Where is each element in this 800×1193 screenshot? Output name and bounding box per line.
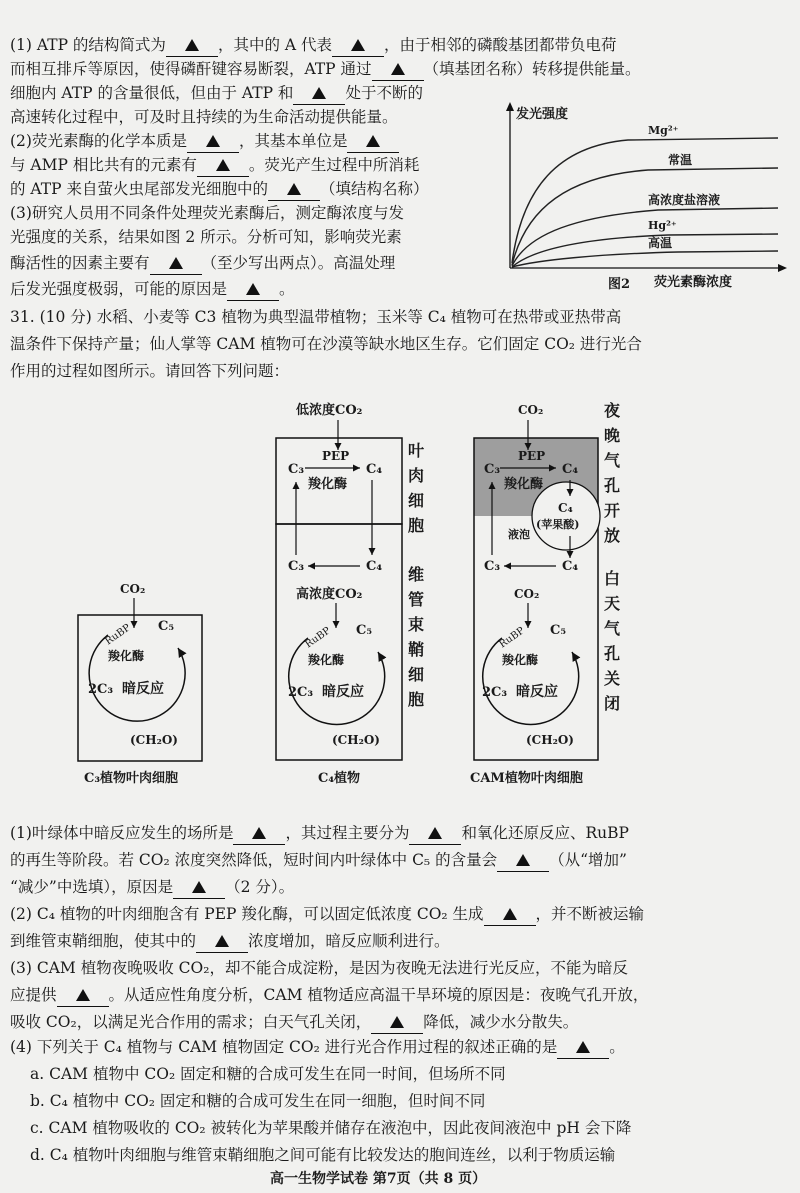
c3-rubp-label: RuBP: [103, 622, 133, 648]
cam-c4-mid: C₄: [562, 559, 579, 574]
q30-line-4: 高速转化过程中，可及时且持续的为生命活动提供能量。: [10, 108, 398, 126]
answer-blank[interactable]: [150, 252, 202, 275]
q30-line-10: 酶活性的因素主要有 （至少写出两点）。高温处理: [10, 252, 395, 275]
fig2-caption: 图2: [608, 277, 631, 292]
cam-rubp-enzyme: 羧化酶: [502, 653, 539, 667]
c4-high-co2: 高浓度CO₂: [296, 587, 363, 602]
cam-pep: PEP: [518, 449, 546, 463]
q30-line-7: 的 ATP 来自萤火虫尾部发光细胞中的 （填结构名称）: [10, 178, 428, 201]
fig2-curve-heat: [512, 251, 778, 267]
answer-blank[interactable]: [227, 278, 279, 301]
cam-2c3: 2C₃: [482, 685, 508, 700]
q30-line-6: 与 AMP 相比共有的元素有 。荧光产生过程中所消耗: [10, 154, 419, 177]
q30-line-9: 光强度的关系，结果如图 2 所示。分析可知，影响荧光素: [10, 228, 402, 246]
c4-rubp: RuBP: [303, 625, 333, 651]
cam-rubp: RuBP: [497, 625, 527, 651]
cam-c4-vac: C₄: [558, 501, 573, 515]
fig2-label-hg: Hg²⁺: [648, 219, 677, 232]
cam-co2-mid: CO₂: [514, 587, 540, 601]
fig2-label-salt: 高浓度盐溶液: [648, 193, 721, 207]
answer-blank[interactable]: [557, 1036, 609, 1059]
fig2-curve-salt: [512, 208, 778, 266]
c3-caption: C₃植物叶肉细胞: [84, 771, 179, 786]
c3-co2-label: CO₂: [120, 582, 146, 596]
q30-line-5: (2)荧光素酶的化学本质是 ，其基本单位是: [10, 130, 399, 153]
c4-caption: C₄植物: [318, 771, 361, 786]
vacuole-circle: [532, 482, 600, 550]
c4-c3-top: C₃: [288, 462, 305, 477]
c3-2c3-label: 2C₃: [88, 682, 114, 697]
option-a: a. CAM 植物中 CO₂ 固定和糖的合成可发生在同一时间，但场所不同: [30, 1065, 506, 1083]
cam-plant-diagram: [470, 403, 600, 786]
c4-low-co2: 低浓度CO₂: [296, 403, 363, 418]
q31-line-2: 温条件下保持产量；仙人掌等 CAM 植物可在沙漠等缺水地区生存。它们固定 CO₂ 进行光合: [10, 335, 642, 353]
q31-4-stem: (4) 下列关于 C₄ 植物与 CAM 植物固定 CO₂ 进行光合作用过程的叙述正确的是 。: [10, 1036, 625, 1059]
c4-pep: PEP: [322, 449, 350, 463]
c4-c4-top: C₄: [366, 462, 383, 477]
c4-2c3: 2C₃: [288, 685, 314, 700]
mesophyll-side-label: 叶 肉 细 胞: [408, 441, 425, 535]
q30-line-11: 后发光强度极弱，可能的原因是 。: [10, 278, 295, 301]
cam-c3-top: C₃: [484, 462, 501, 477]
answer-blank[interactable]: [347, 130, 399, 153]
answer-blank[interactable]: [371, 1011, 423, 1034]
sheath-side-label: 维 管 束 鞘 细 胞: [408, 565, 425, 709]
answer-blank[interactable]: [332, 34, 384, 57]
answer-blank[interactable]: [484, 903, 536, 926]
answer-blank[interactable]: [372, 58, 424, 81]
c4-c5-label: C₅: [356, 623, 373, 638]
q30-line-1: (1) ATP 的结构简式为 ，其中的 A 代表 ，由于相邻的磷酸基团都带负电荷: [10, 34, 617, 57]
cam-vacuole-label: 液泡: [508, 528, 530, 541]
q31-3-line-1: (3) CAM 植物夜晚吸收 CO₂，却不能合成淀粉，是因为夜晚无法进行光反应，不能为暗反: [10, 959, 628, 977]
option-b: b. C₄ 植物中 CO₂ 固定和糖的合成可发生在同一细胞，但时间不同: [30, 1092, 486, 1110]
answer-blank[interactable]: [166, 34, 218, 57]
c3-rubp-enzyme: 羧化酶: [108, 649, 145, 663]
q31-1-line-1: (1)叶绿体中暗反应发生的场所是 ，其过程主要分为 和氧化还原反应、RuBP: [10, 822, 629, 845]
day-side-label: 白 天 气 孔 关 闭: [604, 569, 621, 713]
c4-pep-enzyme: 羧化酶: [308, 477, 348, 492]
c3-c5-label: C₅: [158, 619, 175, 634]
answer-blank[interactable]: [173, 876, 225, 899]
fig2-curve-normal: [512, 168, 778, 265]
page-footer: 高一生物学试卷 第7页（共 8 页）: [270, 1171, 487, 1187]
q31-2-line-1: (2) C₄ 植物的叶肉细胞含有 PEP 羧化酶，可以固定低浓度 CO₂ 生成 ，并不断被运输: [10, 903, 644, 926]
fig2-ylabel: 发光强度: [516, 107, 569, 122]
answer-blank[interactable]: [196, 930, 248, 953]
q31-line-3: 作用的过程如图所示。请回答下列问题：: [10, 362, 290, 380]
q30-line-2: 而相互排斥等原因，使得磷酐键容易断裂，ATP 通过 （填基团名称）转移提供能量。: [10, 58, 641, 81]
option-c: c. CAM 植物吸收的 CO₂ 被转化为苹果酸并储存在液泡中，因此夜间液泡中 pH 会下降: [30, 1119, 632, 1137]
c3-ch2o-label: (CH₂O): [130, 733, 178, 747]
c4-plant-diagram: [276, 402, 402, 786]
fig2-label-normal: 常温: [668, 153, 693, 167]
q31-3-line-2: 应提供 。从适应性角度分析，CAM 植物适应高温干旱环境的原因是：夜晚气孔开放，: [10, 984, 648, 1007]
fig2-xlabel: 荧光素酶浓度: [654, 275, 733, 290]
q31-line-1: 31. (10 分) 水稻、小麦等 C3 植物为典型温带植物；玉米等 C₄ 植物可在热带或亚热带高: [10, 308, 622, 326]
answer-blank[interactable]: [197, 154, 249, 177]
cam-c5: C₅: [550, 623, 567, 638]
cam-c3-mid: C₃: [484, 559, 501, 574]
q30-line-8: (3)研究人员用不同条件处理荧光素酶后，测定酶浓度与发: [10, 204, 404, 222]
fig2-label-mg: Mg²⁺: [648, 124, 679, 137]
cam-ch2o: (CH₂O): [526, 733, 574, 747]
cam-caption: CAM植物叶肉细胞: [470, 771, 583, 786]
answer-blank[interactable]: [293, 82, 345, 105]
figure-2-chart: [498, 98, 788, 296]
cam-c4-top: C₄: [562, 462, 579, 477]
q31-2-line-2: 到维管束鞘细胞，使其中的 浓度增加，暗反应顺利进行。: [10, 930, 450, 953]
q31-3-line-3: 吸收 CO₂，以满足光合作用的需求；白天气孔关闭， 降低，减少水分散失。: [10, 1011, 578, 1034]
answer-blank[interactable]: [409, 822, 461, 845]
cam-co2-top: CO₂: [518, 403, 544, 417]
answer-blank[interactable]: [268, 178, 320, 201]
c3-plant-diagram: [78, 582, 202, 786]
night-side-label: 夜 晚 气 孔 开 放: [604, 401, 621, 545]
c4-c4-mid: C₄: [366, 559, 383, 574]
q31-1-line-3: “减少”中选填），原因是 （2 分）。: [10, 876, 294, 899]
cam-pep-enzyme: 羧化酶: [504, 477, 544, 492]
c3-dark-label: 暗反应: [122, 681, 164, 697]
c4-dark: 暗反应: [322, 684, 364, 700]
fig2-curve-hg: [512, 234, 778, 267]
c4-ch2o: (CH₂O): [332, 733, 380, 747]
c4-c3-mid: C₃: [288, 559, 305, 574]
c4-rubp-enzyme: 羧化酶: [308, 653, 345, 667]
cam-dark: 暗反应: [516, 684, 558, 700]
q30-line-3: 细胞内 ATP 的含量很低，但由于 ATP 和 处于不断的: [10, 82, 423, 105]
answer-blank[interactable]: [497, 849, 549, 872]
option-d: d. C₄ 植物叶肉细胞与维管束鞘细胞之间可能有比较发达的胞间连丝，以利于物质运输: [30, 1146, 616, 1164]
answer-blank[interactable]: [57, 984, 109, 1007]
fig2-label-heat: 高温: [648, 236, 673, 250]
answer-blank[interactable]: [233, 822, 285, 845]
cam-malic: (苹果酸): [536, 518, 580, 531]
q31-1-line-2: 的再生等阶段。若 CO₂ 浓度突然降低，短时间内叶绿体中 C₅ 的含量会 （从“增加”: [10, 849, 627, 872]
answer-blank[interactable]: [187, 130, 239, 153]
photosynthesis-diagram: [0, 390, 800, 810]
